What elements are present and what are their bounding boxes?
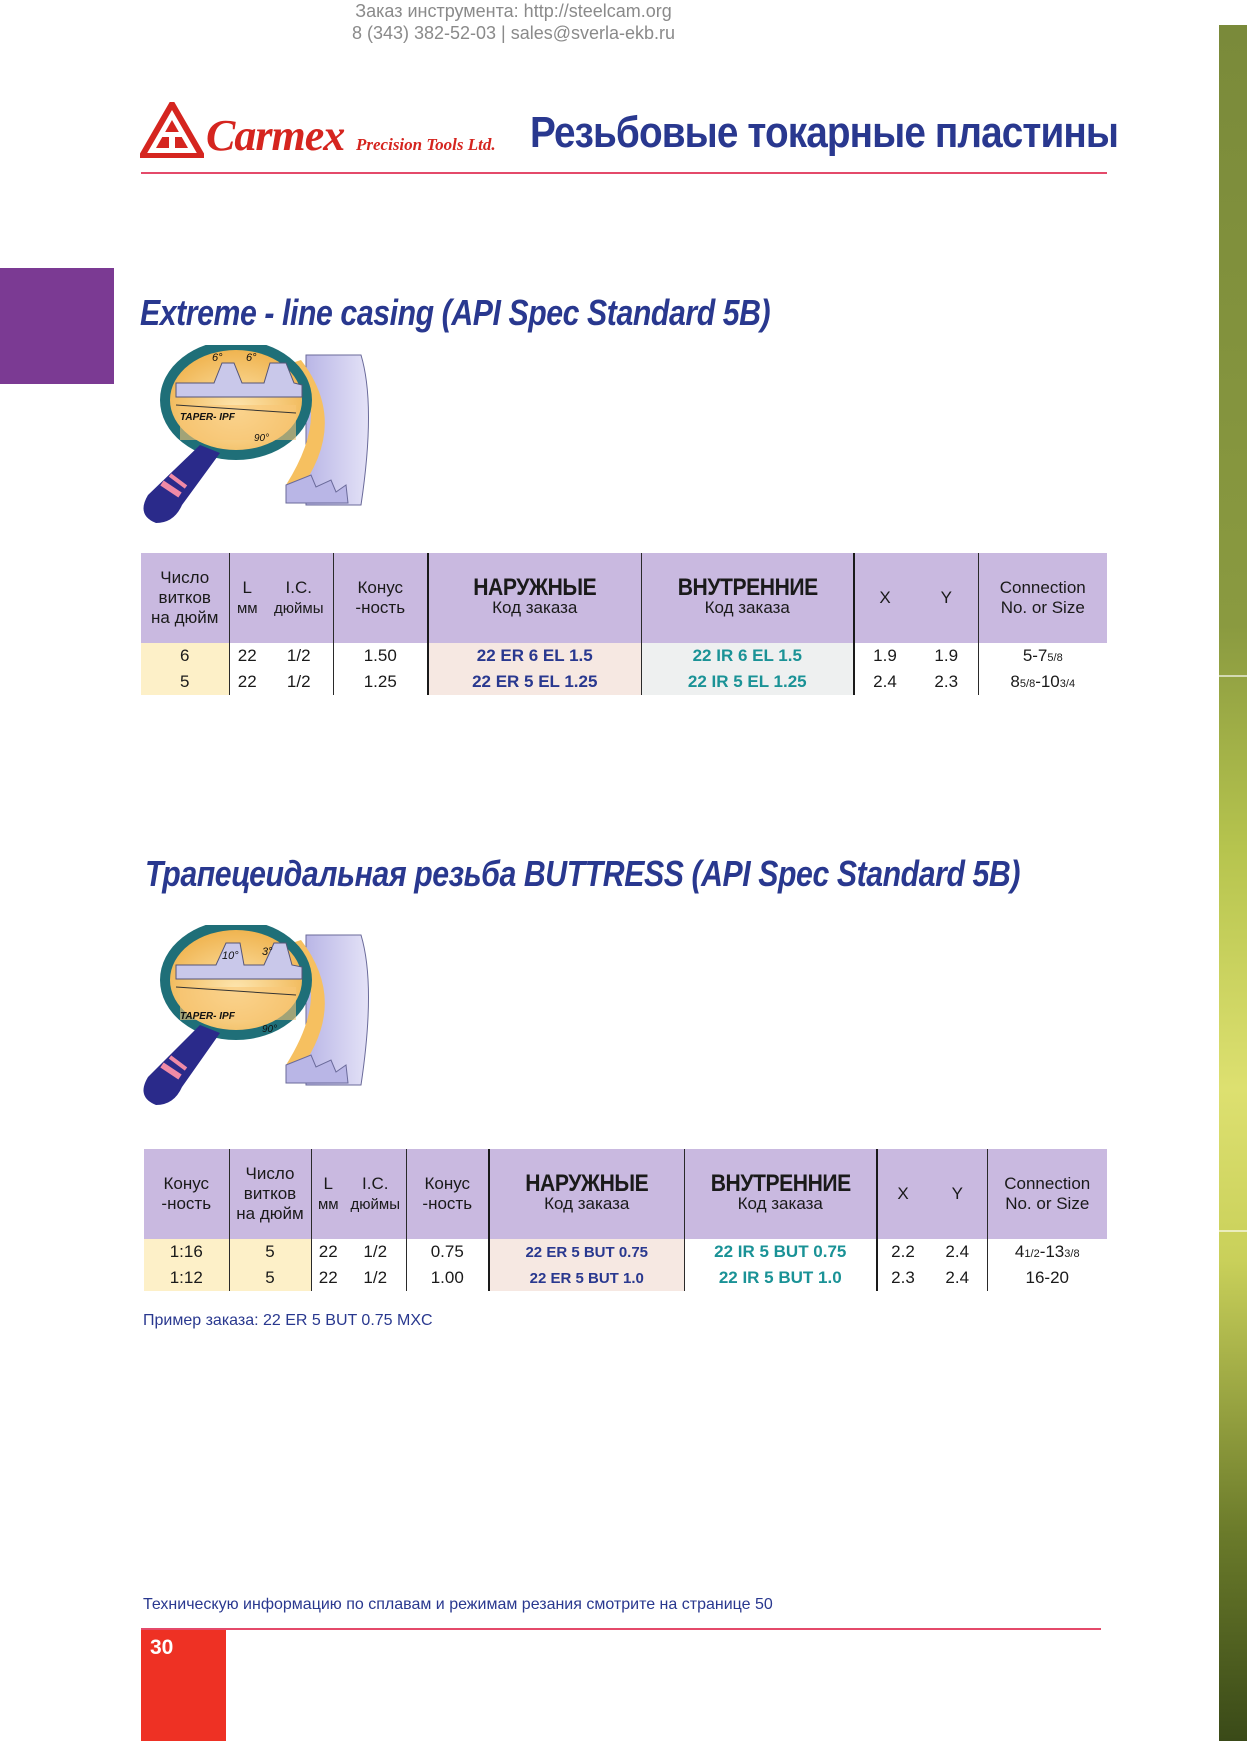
section-1-title: Extreme - line casing (API Spec Standard 5B) bbox=[140, 292, 771, 333]
order-code-external: 22 ER 5 BUT 0.75 bbox=[489, 1239, 684, 1265]
connection-size: 41/2-133/8 bbox=[987, 1239, 1107, 1265]
contact-info bbox=[0, 0, 1247, 44]
section-tab bbox=[0, 268, 114, 384]
footer-note: Техническую информацию по сплавам и режимам резания смотрите на странице 50 bbox=[143, 1596, 773, 1613]
col-external: НАРУЖНЫЕ Код заказа bbox=[428, 553, 641, 643]
order-code-external: 22 ER 6 EL 1.5 bbox=[428, 643, 641, 669]
connection-size: 16-20 bbox=[987, 1265, 1107, 1291]
order-code-internal: 22 IR 5 BUT 1.0 bbox=[684, 1265, 877, 1291]
connection-size: 5-75/8 bbox=[978, 643, 1107, 669]
angle-label-left: 6° bbox=[212, 352, 223, 364]
col-connection: Connection No. or Size bbox=[978, 553, 1107, 643]
contact-line-1: Заказ инструмента: http://steelcam.org bbox=[355, 1, 672, 21]
side-gradient-bar bbox=[1219, 25, 1247, 1741]
col-taper: Конус -ность bbox=[333, 553, 428, 643]
col-ic: I.C. дюймы bbox=[265, 553, 333, 643]
angle-label-bottom: 90° bbox=[254, 433, 270, 444]
section-2-title: Трапецеидальная резьба BUTTRESS (API Spec Standard 5B) bbox=[145, 853, 1020, 894]
order-code-internal: 22 IR 5 EL 1.25 bbox=[641, 669, 854, 695]
table-row: 1:16 5 22 1/2 0.75 22 ER 5 BUT 0.75 22 IR 5 BUT 0.75 2.2 2.4 41/2-133/8 bbox=[144, 1239, 1107, 1265]
taper-label: TAPER- IPF bbox=[180, 1011, 235, 1022]
col-y: Y bbox=[928, 1149, 987, 1239]
col-internal: ВНУТРЕННИЕ Код заказа bbox=[684, 1149, 877, 1239]
col-tpi: Число витков на дюйм bbox=[229, 1149, 311, 1239]
order-example: Пример заказа: 22 ER 5 BUT 0.75 MXC bbox=[143, 1312, 433, 1329]
angle-label-right: 6° bbox=[246, 352, 257, 364]
col-x: X bbox=[877, 1149, 928, 1239]
col-l: L мм bbox=[311, 1149, 345, 1239]
col-x: X bbox=[854, 553, 915, 643]
thread-magnifier-illustration bbox=[136, 925, 376, 1115]
col-y: Y bbox=[915, 553, 978, 643]
page-title: Резьбовые токарные пластины bbox=[530, 108, 1119, 157]
col-l: L мм bbox=[229, 553, 265, 643]
order-code-internal: 22 IR 5 BUT 0.75 bbox=[684, 1239, 877, 1265]
col-connection: Connection No. or Size bbox=[987, 1149, 1107, 1239]
order-code-external: 22 ER 5 EL 1.25 bbox=[428, 669, 641, 695]
angle-label-right: 3° bbox=[262, 946, 273, 958]
col-internal: ВНУТРЕННИЕ Код заказа bbox=[641, 553, 854, 643]
bar-divider bbox=[1219, 1230, 1247, 1232]
table-row: 5 22 1/2 1.25 22 ER 5 EL 1.25 22 IR 5 EL 1.25 2.4 2.3 85/8-103/4 bbox=[141, 669, 1107, 695]
order-code-internal: 22 IR 6 EL 1.5 bbox=[641, 643, 854, 669]
thread-magnifier-illustration bbox=[136, 345, 376, 530]
angle-label-left: 10° bbox=[222, 950, 239, 962]
col-taper-ratio: Конус -ность bbox=[144, 1149, 229, 1239]
taper-label: TAPER- IPF bbox=[180, 412, 235, 423]
col-tpi: Число витков на дюйм bbox=[141, 553, 229, 643]
table-row: 6 22 1/2 1.50 22 ER 6 EL 1.5 22 IR 6 EL 1.5 1.9 1.9 5-75/8 bbox=[141, 643, 1107, 669]
contact-line-2: 8 (343) 382-52-03 | sales@sverla-ekb.ru bbox=[351, 23, 676, 43]
footer-rule bbox=[141, 1628, 1101, 1630]
col-ic: I.C. дюймы bbox=[345, 1149, 406, 1239]
brand-name: Carmex bbox=[206, 111, 345, 160]
connection-size: 85/8-103/4 bbox=[978, 669, 1107, 695]
order-code-external: 22 ER 5 BUT 1.0 bbox=[489, 1265, 684, 1291]
brand-subtitle: Precision Tools Ltd. bbox=[356, 135, 496, 154]
spec-table-extreme-line bbox=[141, 553, 1107, 695]
header-rule bbox=[141, 172, 1107, 174]
table-row: 1:12 5 22 1/2 1.00 22 ER 5 BUT 1.0 22 IR 5 BUT 1.0 2.3 2.4 16-20 bbox=[144, 1265, 1107, 1291]
carmex-logo-icon bbox=[140, 102, 204, 158]
col-taper: Конус -ность bbox=[406, 1149, 489, 1239]
spec-table-buttress bbox=[144, 1149, 1107, 1291]
page-number: 30 bbox=[150, 1636, 174, 1659]
bar-divider bbox=[1219, 675, 1247, 677]
col-external: НАРУЖНЫЕ Код заказа bbox=[489, 1149, 684, 1239]
angle-label-bottom: 90° bbox=[262, 1024, 278, 1035]
